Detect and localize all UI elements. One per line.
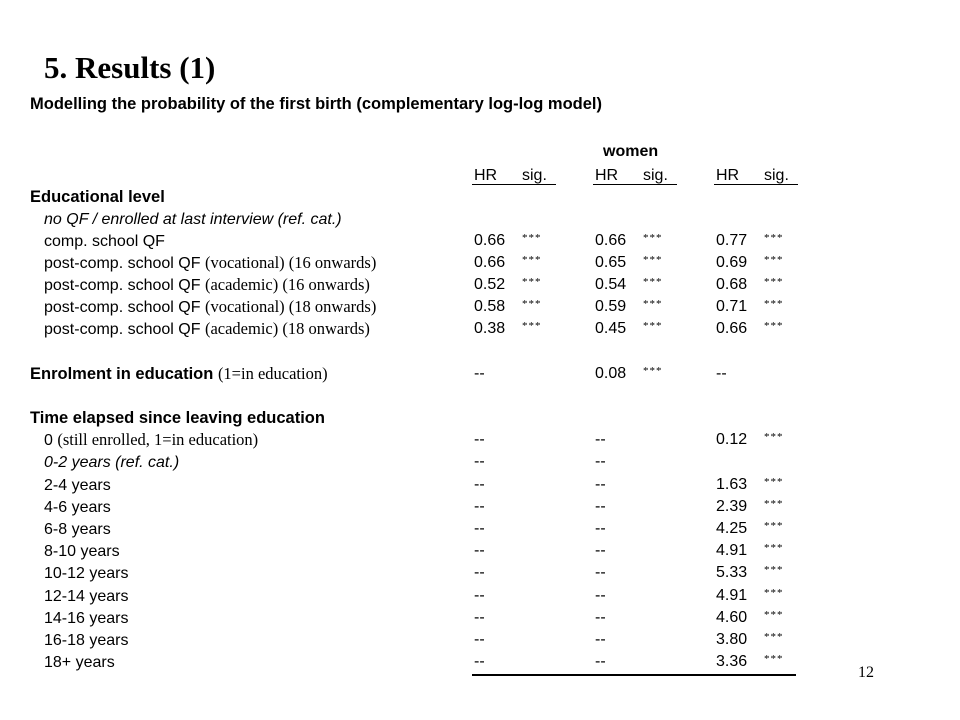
hazard-ratio-cell: -- (595, 476, 606, 493)
row-label-text: 10-12 years (44, 565, 129, 582)
hazard-ratio-cell: 0.71 (716, 298, 748, 315)
hazard-ratio-cell: -- (474, 498, 485, 515)
significance-cell: *** (764, 498, 784, 510)
hazard-ratio-cell: 0.69 (716, 254, 748, 271)
hazard-ratio-cell: -- (474, 542, 485, 559)
slide-title: 5. Results (1) (44, 50, 216, 85)
hazard-ratio-cell: 4.91 (716, 587, 748, 604)
hazard-ratio-cell: 0.08 (595, 365, 627, 382)
significance-cell: *** (522, 232, 542, 244)
hazard-ratio-cell: -- (595, 520, 606, 537)
hazard-ratio-cell: -- (474, 520, 485, 537)
significance-cell: *** (522, 254, 542, 266)
row-label-text: post-comp. school QF (44, 277, 205, 294)
hazard-ratio-cell: 0.54 (595, 276, 627, 293)
column-header-sig-2: sig. (643, 167, 668, 184)
column-header-hr-3: HR (716, 167, 740, 184)
section-row (0, 407, 960, 429)
hazard-ratio-cell: -- (474, 631, 485, 648)
significance-cell: *** (643, 365, 663, 377)
significance-cell: *** (764, 232, 784, 244)
row-label-text: Enrolment in education (30, 365, 218, 383)
table-row (0, 208, 960, 230)
row-label-text: post-comp. school QF (44, 299, 205, 316)
significance-cell: *** (764, 254, 784, 266)
table-row (0, 318, 960, 340)
table-bottom-rule (472, 674, 796, 676)
hazard-ratio-cell: 4.91 (716, 542, 748, 559)
hazard-ratio-cell: 4.25 (716, 520, 748, 537)
hazard-ratio-cell: -- (595, 498, 606, 515)
column-header-sig-1: sig. (522, 167, 547, 184)
significance-cell: *** (764, 320, 784, 332)
hazard-ratio-cell: 0.52 (474, 276, 506, 293)
column-header-hr-2: HR (595, 167, 619, 184)
table-row (0, 496, 960, 518)
row-label-text: 6-8 years (44, 521, 111, 538)
row-label (44, 562, 129, 585)
significance-cell: *** (643, 232, 663, 244)
row-label-text: no QF / enrolled at last interview (ref. cat.) (44, 211, 342, 228)
row-label-text: 0 (44, 432, 58, 449)
significance-cell: *** (764, 476, 784, 488)
row-label-text: 12-14 years (44, 588, 129, 605)
row-label (44, 208, 342, 231)
hazard-ratio-cell: 0.45 (595, 320, 627, 337)
row-label-text: 18+ years (44, 654, 115, 671)
row-label (44, 252, 376, 275)
row-label (44, 429, 258, 452)
table-row (0, 607, 960, 629)
row-label (44, 518, 111, 541)
row-label (44, 496, 111, 519)
row-label-text: 14-16 years (44, 610, 129, 627)
significance-cell: *** (764, 631, 784, 643)
hazard-ratio-cell: -- (474, 365, 485, 382)
header-rule (472, 184, 556, 185)
significance-cell: *** (522, 320, 542, 332)
hazard-ratio-cell: -- (474, 653, 485, 670)
table-row (0, 540, 960, 562)
hazard-ratio-cell: 0.66 (474, 232, 506, 249)
row-label-text: Educational level (30, 188, 165, 206)
table-row (0, 451, 960, 473)
significance-cell: *** (764, 653, 784, 665)
row-label-text: 0-2 years (ref. cat.) (44, 454, 180, 471)
section-row (0, 186, 960, 208)
hazard-ratio-cell: -- (474, 587, 485, 604)
row-label (44, 451, 179, 474)
significance-cell: *** (764, 276, 784, 288)
hazard-ratio-cell: -- (595, 631, 606, 648)
column-header-hr-1: HR (474, 167, 498, 184)
table-row (0, 562, 960, 584)
row-label-qualifier: (still enrolled, 1=in education) (57, 430, 259, 449)
significance-cell: *** (764, 609, 784, 621)
table-row (0, 429, 960, 451)
header-rule (714, 184, 798, 185)
hazard-ratio-cell: 0.68 (716, 276, 748, 293)
row-label-qualifier: (academic) (18 onwards) (204, 319, 370, 338)
row-label (44, 607, 129, 630)
column-header-sig-3: sig. (764, 167, 789, 184)
table-row (0, 230, 960, 252)
section-heading (30, 363, 328, 385)
table-row (0, 585, 960, 607)
hazard-ratio-cell: 0.77 (716, 232, 748, 249)
hazard-ratio-cell: -- (474, 609, 485, 626)
section-heading (30, 407, 325, 429)
row-label-qualifier: (academic) (16 onwards) (204, 275, 370, 294)
hazard-ratio-cell: -- (595, 453, 606, 470)
significance-cell: *** (764, 587, 784, 599)
row-label-text: post-comp. school QF (44, 321, 205, 338)
table-row (0, 651, 960, 673)
hazard-ratio-cell: -- (474, 431, 485, 448)
hazard-ratio-cell: 3.36 (716, 653, 748, 670)
row-label (44, 318, 370, 341)
row-label-text: 8-10 years (44, 543, 120, 560)
row-label-qualifier: (vocational) (16 onwards) (204, 253, 377, 272)
table-row (0, 474, 960, 496)
row-label (44, 540, 120, 563)
significance-cell: *** (643, 276, 663, 288)
hazard-ratio-cell: 5.33 (716, 564, 748, 581)
hazard-ratio-cell: -- (595, 431, 606, 448)
row-label (44, 274, 370, 297)
section-row (0, 363, 960, 385)
hazard-ratio-cell: 0.38 (474, 320, 506, 337)
row-label-text: 16-18 years (44, 632, 129, 649)
row-label (44, 474, 111, 497)
row-label-text: 2-4 years (44, 477, 111, 494)
row-label-text: 4-6 years (44, 499, 111, 516)
hazard-ratio-cell: 0.65 (595, 254, 627, 271)
row-label (44, 230, 165, 253)
hazard-ratio-cell: 0.66 (595, 232, 627, 249)
hazard-ratio-cell: 0.12 (716, 431, 748, 448)
table-row (0, 296, 960, 318)
significance-cell: *** (643, 298, 663, 310)
row-label-qualifier: (1=in education) (217, 364, 328, 383)
table-row (0, 518, 960, 540)
row-label-text: Time elapsed since leaving education (30, 409, 325, 427)
table-subtitle: Modelling the probability of the first birth (complementary log-log model) (30, 95, 603, 113)
significance-cell: *** (522, 298, 542, 310)
significance-cell: *** (643, 254, 663, 266)
significance-cell: *** (764, 542, 784, 554)
hazard-ratio-cell: -- (474, 453, 485, 470)
row-label (44, 651, 115, 674)
significance-cell: *** (764, 564, 784, 576)
significance-cell: *** (643, 320, 663, 332)
hazard-ratio-cell: -- (716, 365, 727, 382)
hazard-ratio-cell: 0.66 (716, 320, 748, 337)
significance-cell: *** (764, 431, 784, 443)
header-rule (593, 184, 677, 185)
hazard-ratio-cell: 0.66 (474, 254, 506, 271)
significance-cell: *** (764, 520, 784, 532)
hazard-ratio-cell: 0.58 (474, 298, 506, 315)
page-number: 12 (858, 664, 874, 681)
table-row (0, 274, 960, 296)
hazard-ratio-cell: -- (595, 542, 606, 559)
row-label-text: post-comp. school QF (44, 255, 205, 272)
hazard-ratio-cell: -- (595, 564, 606, 581)
row-label (44, 585, 129, 608)
table-row (0, 629, 960, 651)
hazard-ratio-cell: -- (595, 653, 606, 670)
significance-cell: *** (764, 298, 784, 310)
hazard-ratio-cell: 4.60 (716, 609, 748, 626)
hazard-ratio-cell: 2.39 (716, 498, 748, 515)
row-label (44, 629, 129, 652)
row-label-qualifier: (vocational) (18 onwards) (204, 297, 377, 316)
hazard-ratio-cell: -- (474, 476, 485, 493)
significance-cell: *** (522, 276, 542, 288)
hazard-ratio-cell: 0.59 (595, 298, 627, 315)
hazard-ratio-cell: -- (595, 587, 606, 604)
hazard-ratio-cell: 1.63 (716, 476, 748, 493)
hazard-ratio-cell: 3.80 (716, 631, 748, 648)
row-label-text: comp. school QF (44, 233, 165, 250)
hazard-ratio-cell: -- (595, 609, 606, 626)
hazard-ratio-cell: -- (474, 564, 485, 581)
table-row (0, 252, 960, 274)
row-label (44, 296, 376, 319)
women-group-header: women (603, 143, 659, 160)
section-heading (30, 186, 165, 208)
